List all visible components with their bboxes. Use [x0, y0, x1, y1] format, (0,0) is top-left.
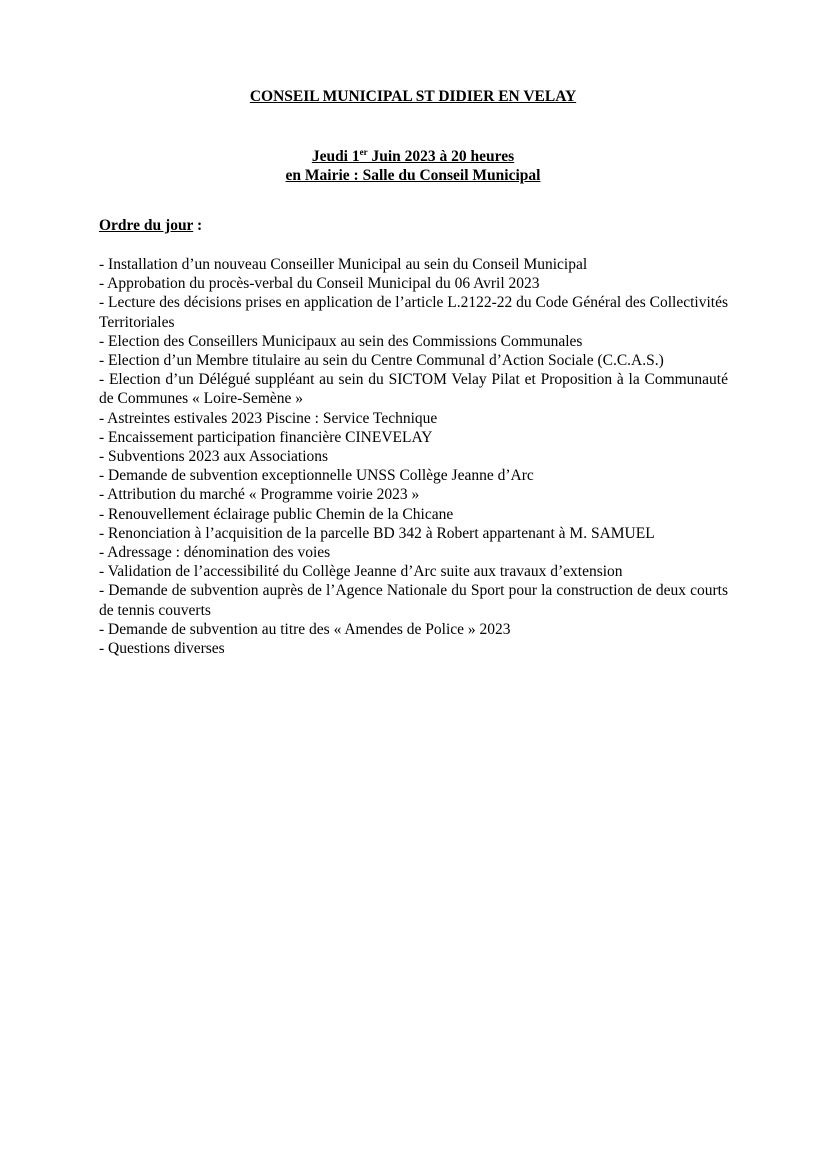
agenda-item: - Subventions 2023 aux Associations — [99, 448, 329, 466]
meeting-info — [0, 147, 826, 185]
meeting-date-line — [0, 147, 826, 166]
agenda-item: - Election d’un Membre titulaire au sein du Centre Communal d’Action Sociale (C.C.A.S.) — [99, 352, 664, 370]
agenda-heading — [99, 217, 202, 235]
agenda-item: - Lecture des décisions prises en application de l’article L.2122-22 du Code Général des Collectivités Territoriales — [99, 294, 728, 331]
agenda-list — [99, 255, 728, 658]
agenda-item: - Demande de subvention exceptionnelle UNSS Collège Jeanne d’Arc — [99, 467, 534, 485]
agenda-heading-colon: : — [193, 217, 203, 234]
agenda-item: - Election des Conseillers Municipaux au sein des Commissions Communales — [99, 332, 583, 350]
agenda-item: - Astreintes estivales 2023 Piscine : Service Technique — [99, 409, 438, 427]
agenda-item: - Installation d’un nouveau Conseiller Municipal au sein du Conseil Municipal — [99, 256, 588, 273]
meeting-date-suffix: Juin 2023 à 20 heures — [367, 148, 515, 165]
agenda-item: - Encaissement participation financière CINEVELAY — [99, 428, 433, 446]
agenda-item: - Approbation du procès-verbal du Conseil Municipal du 06 Avril 2023 — [99, 275, 540, 293]
agenda-item: - Demande de subvention auprès de l’Agence Nationale du Sport pour la construction de deux courts de tennis couverts — [99, 582, 728, 619]
agenda-item: - Renonciation à l’acquisition de la parcelle BD 342 à Robert appartenant à M. SAMUEL — [99, 524, 655, 542]
agenda-item: - Election d’un Délégué suppléant au sein du SICTOM Velay Pilat et Proposition à la Communauté de Communes « Loire-Semène » — [99, 371, 728, 408]
meeting-date — [312, 148, 514, 165]
agenda-heading-label: Ordre du jour — [99, 217, 194, 234]
agenda-item: - Adressage : dénomination des voies — [99, 544, 331, 562]
agenda-item: - Renouvellement éclairage public Chemin de la Chicane — [99, 505, 454, 523]
agenda-item: - Validation de l’accessibilité du Collège Jeanne d’Arc suite aux travaux d’extension — [99, 563, 623, 581]
meeting-date-prefix: Jeudi 1 — [311, 148, 360, 165]
document-title: CONSEIL MUNICIPAL ST DIDIER EN VELAY — [249, 88, 577, 105]
agenda-item: - Demande de subvention au titre des « Amendes de Police » 2023 — [99, 620, 511, 638]
meeting-location: en Mairie : Salle du Conseil Municipal — [285, 167, 541, 184]
agenda-item: - Questions diverses — [99, 640, 225, 658]
agenda-item: - Attribution du marché « Programme voirie 2023 » — [99, 486, 420, 504]
meeting-location-line — [0, 166, 826, 185]
meeting-date-ordinal: er — [359, 147, 368, 157]
